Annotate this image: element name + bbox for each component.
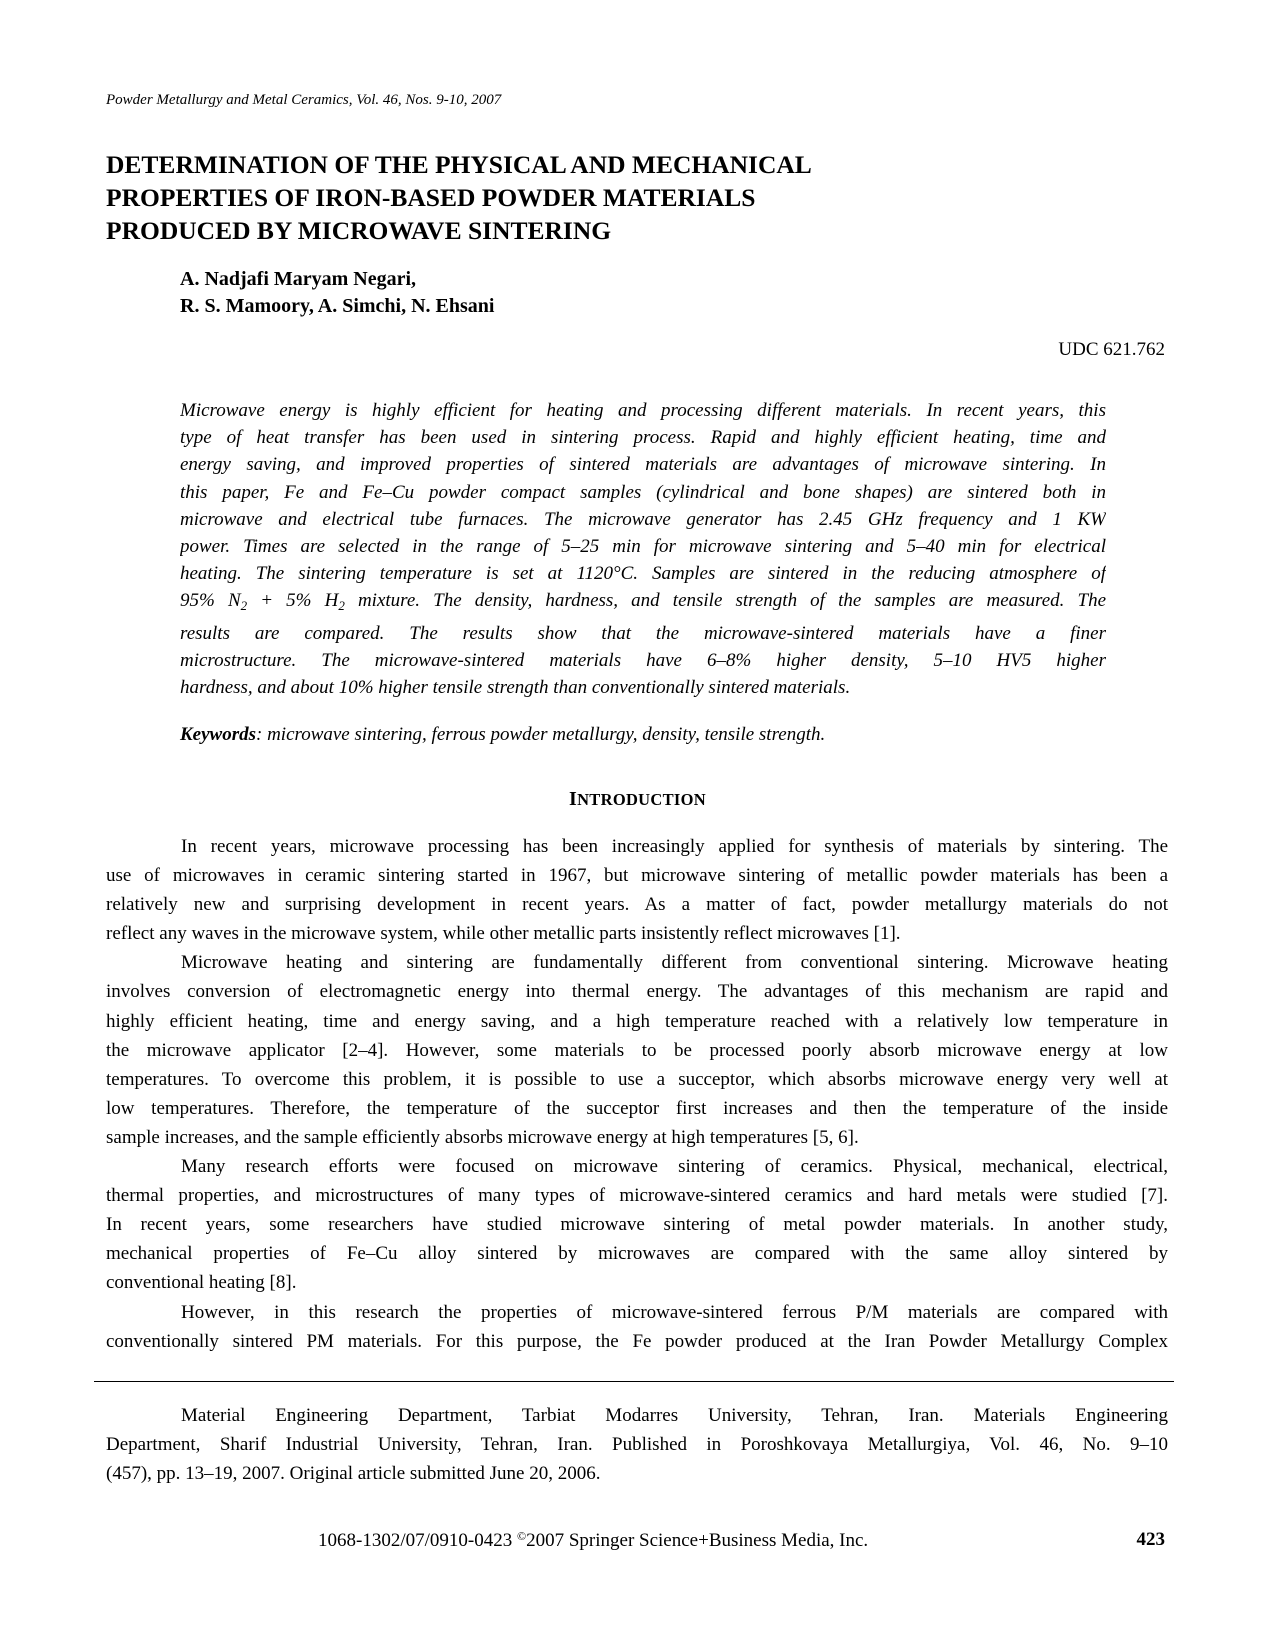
body-line: Microwave heating and sintering are fundamentally different from conventional sintering. Microwave heating (181, 952, 1168, 974)
paragraph (106, 948, 1168, 1152)
abstract-line: Microwave energy is highly efficient for heating and processing different materials. In recent years, this (180, 400, 1106, 421)
keywords-label: Keywords (180, 724, 256, 745)
footnote-divider (94, 1381, 1174, 1382)
body-line: In recent years, some researchers have studied microwave sintering of metal powder materials. In another study, (106, 1214, 1168, 1236)
abstract-line: this paper, Fe and Fe–Cu powder compact samples (cylindrical and bone shapes) are sintered both in (180, 481, 1106, 503)
publisher: 2007 Springer Science+Business Media, Inc. (526, 1530, 869, 1551)
abstract-line: hardness, and about 10% higher tensile strength than conventionally sintered materials. (180, 677, 851, 699)
body-text (106, 832, 1168, 1356)
body-line: mechanical properties of Fe–Cu alloy sintered by microwaves are compared with the same alloy sintered by (106, 1243, 1168, 1265)
page-number: 423 (1136, 1529, 1165, 1550)
body-line: use of microwaves in ceramic sintering started in 1967, but microwave sintering of metallic powder materials has been a (106, 865, 1168, 887)
footnote-line: Department, Sharif Industrial University, Tehran, Iran. Published in Poroshkovaya Metallurgiya, Vol. 46, No. 9–10 (106, 1434, 1168, 1455)
footnote-line: Material Engineering Department, Tarbiat Modarres University, Tehran, Iran. Materials Engineering (181, 1405, 1168, 1426)
subscript: 2 (240, 598, 248, 614)
article-title (106, 148, 1006, 247)
body-line: highly efficient heating, time and energy saving, and a high temperature reached with a relatively low temperature in (106, 1010, 1168, 1032)
abstract-line: type of heat transfer has been used in sintering process. Rapid and highly efficient heating, time and (180, 427, 1106, 449)
paragraph (106, 832, 1168, 948)
heading-initial: I (569, 788, 578, 810)
body-line: involves conversion of electromagnetic energy into thermal energy. The advantages of this mechanism are rapid and (106, 981, 1168, 1003)
subscript: 2 (338, 598, 345, 614)
paragraph (106, 1152, 1168, 1297)
abstract-line: energy saving, and improved properties of sintered materials are advantages of microwave sintering. In (180, 454, 1106, 476)
formula-text: + 5% H (247, 590, 339, 612)
formula-text: 95% N (180, 590, 241, 612)
copyright-symbol: © (516, 1529, 527, 1543)
issn-code: 1068-1302/07/0910-0423 (318, 1530, 517, 1551)
author-line: R. S. Mamoory, A. Simchi, N. Ehsani (180, 295, 495, 317)
author-line: A. Nadjafi Maryam Negari, (180, 268, 417, 290)
keywords (180, 723, 1106, 747)
abstract-line: power. Times are selected in the range of 5–25 min for microwave sintering and 5–40 min for electrical (180, 536, 1106, 558)
journal-citation: Powder Metallurgy and Metal Ceramics, Vol. 46, Nos. 9-10, 2007 (106, 92, 502, 108)
udc-code: UDC 621.762 (1058, 339, 1165, 360)
paragraph (106, 1298, 1168, 1356)
title-line: PROPERTIES OF IRON-BASED POWDER MATERIALS (106, 183, 756, 212)
body-line: relatively new and surprising development in recent years. As a matter of fact, powder metallurgy materials do not (106, 894, 1168, 916)
footnote-line: (457), pp. 13–19, 2007. Original article submitted June 20, 2006. (106, 1463, 601, 1484)
author-list (180, 266, 780, 320)
body-line: temperatures. To overcome this problem, it is possible to use a succeptor, which absorbs microwave energy very well at (106, 1068, 1168, 1090)
body-line: the microwave applicator [2–4]. However, some materials to be processed poorly absorb microwave energy at low (106, 1039, 1168, 1061)
abstract (180, 397, 1106, 701)
heading-rest: NTRODUCTION (577, 790, 706, 809)
title-line: PRODUCED BY MICROWAVE SINTERING (106, 216, 612, 245)
body-line: thermal properties, and microstructures of many types of microwave-sintered ceramics and hard metals were studied [7]. (106, 1185, 1168, 1207)
body-line: Many research efforts were focused on microwave sintering of ceramics. Physical, mechanical, electrical, (181, 1156, 1168, 1178)
body-line: sample increases, and the sample efficiently absorbs microwave energy at high temperatures [5, 6]. (106, 1126, 859, 1148)
abstract-line: results are compared. The results show that the microwave-sintered materials have a finer (180, 622, 1106, 644)
formula-text: mixture. The density, hardness, and tensile strength of the samples are measured. The (344, 590, 1106, 612)
body-line: However, in this research the properties of microwave-sintered ferrous P/M materials are compared with (181, 1301, 1168, 1323)
body-line: low temperatures. Therefore, the temperature of the succeptor first increases and then the temperature of the inside (106, 1097, 1168, 1119)
affiliation-footnote (106, 1401, 1168, 1488)
copyright-line (318, 1529, 868, 1552)
abstract-line: microwave and electrical tube furnaces. The microwave generator has 2.45 GHz frequency and 1 KW (180, 508, 1106, 530)
body-line: conventionally sintered PM materials. For this purpose, the Fe powder produced at the Iran Powder Metallurgy Complex (106, 1330, 1168, 1352)
body-line: In recent years, microwave processing has been increasingly applied for synthesis of materials by sintering. The (181, 836, 1168, 857)
abstract-formula-line (180, 587, 1106, 619)
title-line: DETERMINATION OF THE PHYSICAL AND MECHANICAL (106, 150, 812, 179)
body-line: conventional heating [8]. (106, 1272, 297, 1294)
body-line: reflect any waves in the microwave system, while other metallic parts insistently reflect microwaves [1]. (106, 923, 901, 945)
abstract-line: microstructure. The microwave-sintered materials have 6–8% higher density, 5–10 HV5 higher (180, 649, 1106, 671)
keywords-text: : microwave sintering, ferrous powder metallurgy, density, tensile strength. (256, 724, 826, 745)
section-heading-introduction (0, 788, 1275, 811)
abstract-line: heating. The sintering temperature is set at 1120°C. Samples are sintered in the reducing atmosphere of (180, 563, 1106, 585)
